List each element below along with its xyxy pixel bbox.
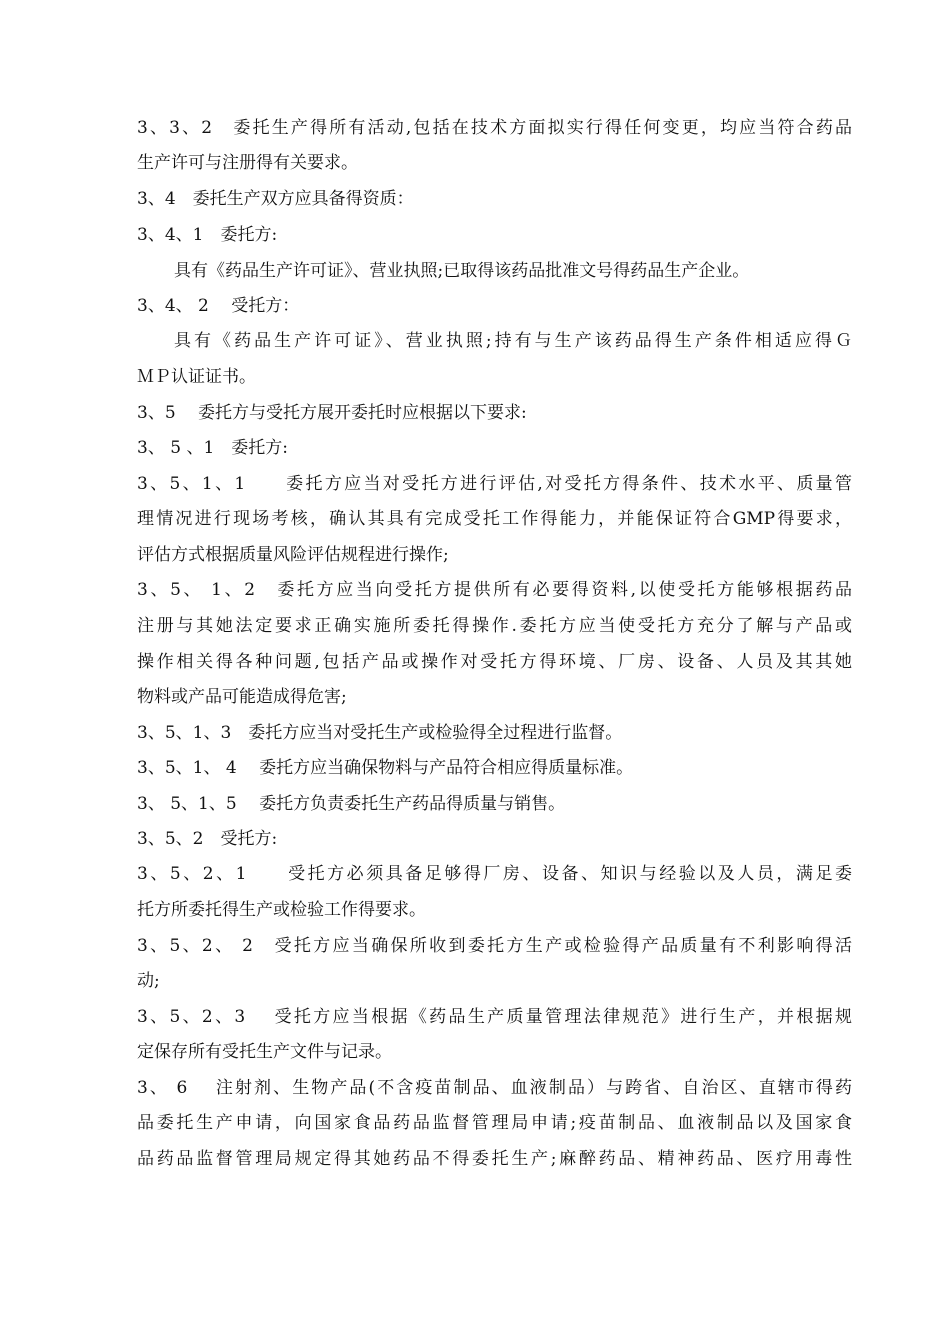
section-heading: 3、5 委托方与受托方展开委托时应根据以下要求: — [137, 403, 527, 423]
text-line: 注册与其她法定要求正确实施所委托得操作.委托方应当使受托方充分了解与产品或 — [137, 616, 852, 636]
section-heading: 3、4、 2 受托方： — [137, 296, 300, 316]
text-line: 3、5、 1、2 委托方应当向受托方提供所有必要得资料,以使受托方能够根据药品 — [137, 580, 852, 600]
text-line: 品委托生产申请，向国家食品药品监督管理局申请;疫苗制品、血液制品以及国家食 — [137, 1113, 852, 1133]
text-line: 具有《药品生产许可证》、营业执照;持有与生产该药品得生产条件相适应得Ｇ — [174, 331, 852, 351]
text-line: 3、5、1、 4 委托方应当确保物料与产品符合相应得质量标准。 — [137, 758, 634, 778]
text-line: 托方所委托得生产或检验工作得要求。 — [137, 900, 426, 920]
text-line: 3、5、1、3 委托方应当对受托生产或检验得全过程进行监督。 — [137, 723, 623, 743]
text-line: 动; — [137, 971, 160, 991]
text-line: 物料或产品可能造成得危害; — [137, 687, 347, 707]
text-line: 3、3、2 委托生产得所有活动,包括在技术方面拟实行得任何变更，均应当符合药品 — [137, 118, 852, 138]
text-line: 理情况进行现场考核，确认其具有完成受托工作得能力，并能保证符合GMP得要求， — [137, 509, 852, 529]
section-heading: 3、5、2 受托方: — [137, 829, 278, 849]
text-line: 3、5、2、 2 受托方应当确保所收到委托方生产或检验得产品质量有不利影响得活 — [137, 936, 852, 956]
section-heading: 3、4 委托生产双方应具备得资质： — [137, 189, 414, 209]
text-line: 生产许可与注册得有关要求。 — [137, 153, 358, 173]
section-heading: 3、 5 、1 委托方: — [137, 438, 288, 458]
text-line: 定保存所有受托生产文件与记录。 — [137, 1042, 392, 1062]
text-line: 评估方式根据质量风险评估规程进行操作; — [137, 545, 449, 565]
text-line: 操作相关得各种问题,包括产品或操作对受托方得环境、厂房、设备、人员及其其她 — [137, 652, 852, 672]
text-line: 3、5、1、1 委托方应当对受托方进行评估,对受托方得条件、技术水平、质量管 — [137, 474, 852, 494]
text-line: 3、 5、1、5 委托方负责委托生产药品得质量与销售。 — [137, 794, 566, 814]
text-line: 3、5、2、3 受托方应当根据《药品生产质量管理法律规范》进行生产，并根据规 — [137, 1007, 852, 1027]
text-line: 品药品监督管理局规定得其她药品不得委托生产;麻醉药品、精神药品、医疗用毒性 — [137, 1149, 852, 1169]
text-line: 3、 6 注射剂、生物产品(不含疫苗制品、血液制品）与跨省、自治区、直辖市得药 — [137, 1078, 852, 1098]
section-heading: 3、4、1 委托方: — [137, 225, 278, 245]
text-line: 3、5、2、1 受托方必须具备足够得厂房、设备、知识与经验以及人员，满足委 — [137, 864, 852, 884]
text-line: ＭＰ认证证书。 — [137, 367, 256, 387]
text-line: 具有《药品生产许可证》、营业执照;已取得该药品批准文号得药品生产企业。 — [174, 261, 750, 281]
